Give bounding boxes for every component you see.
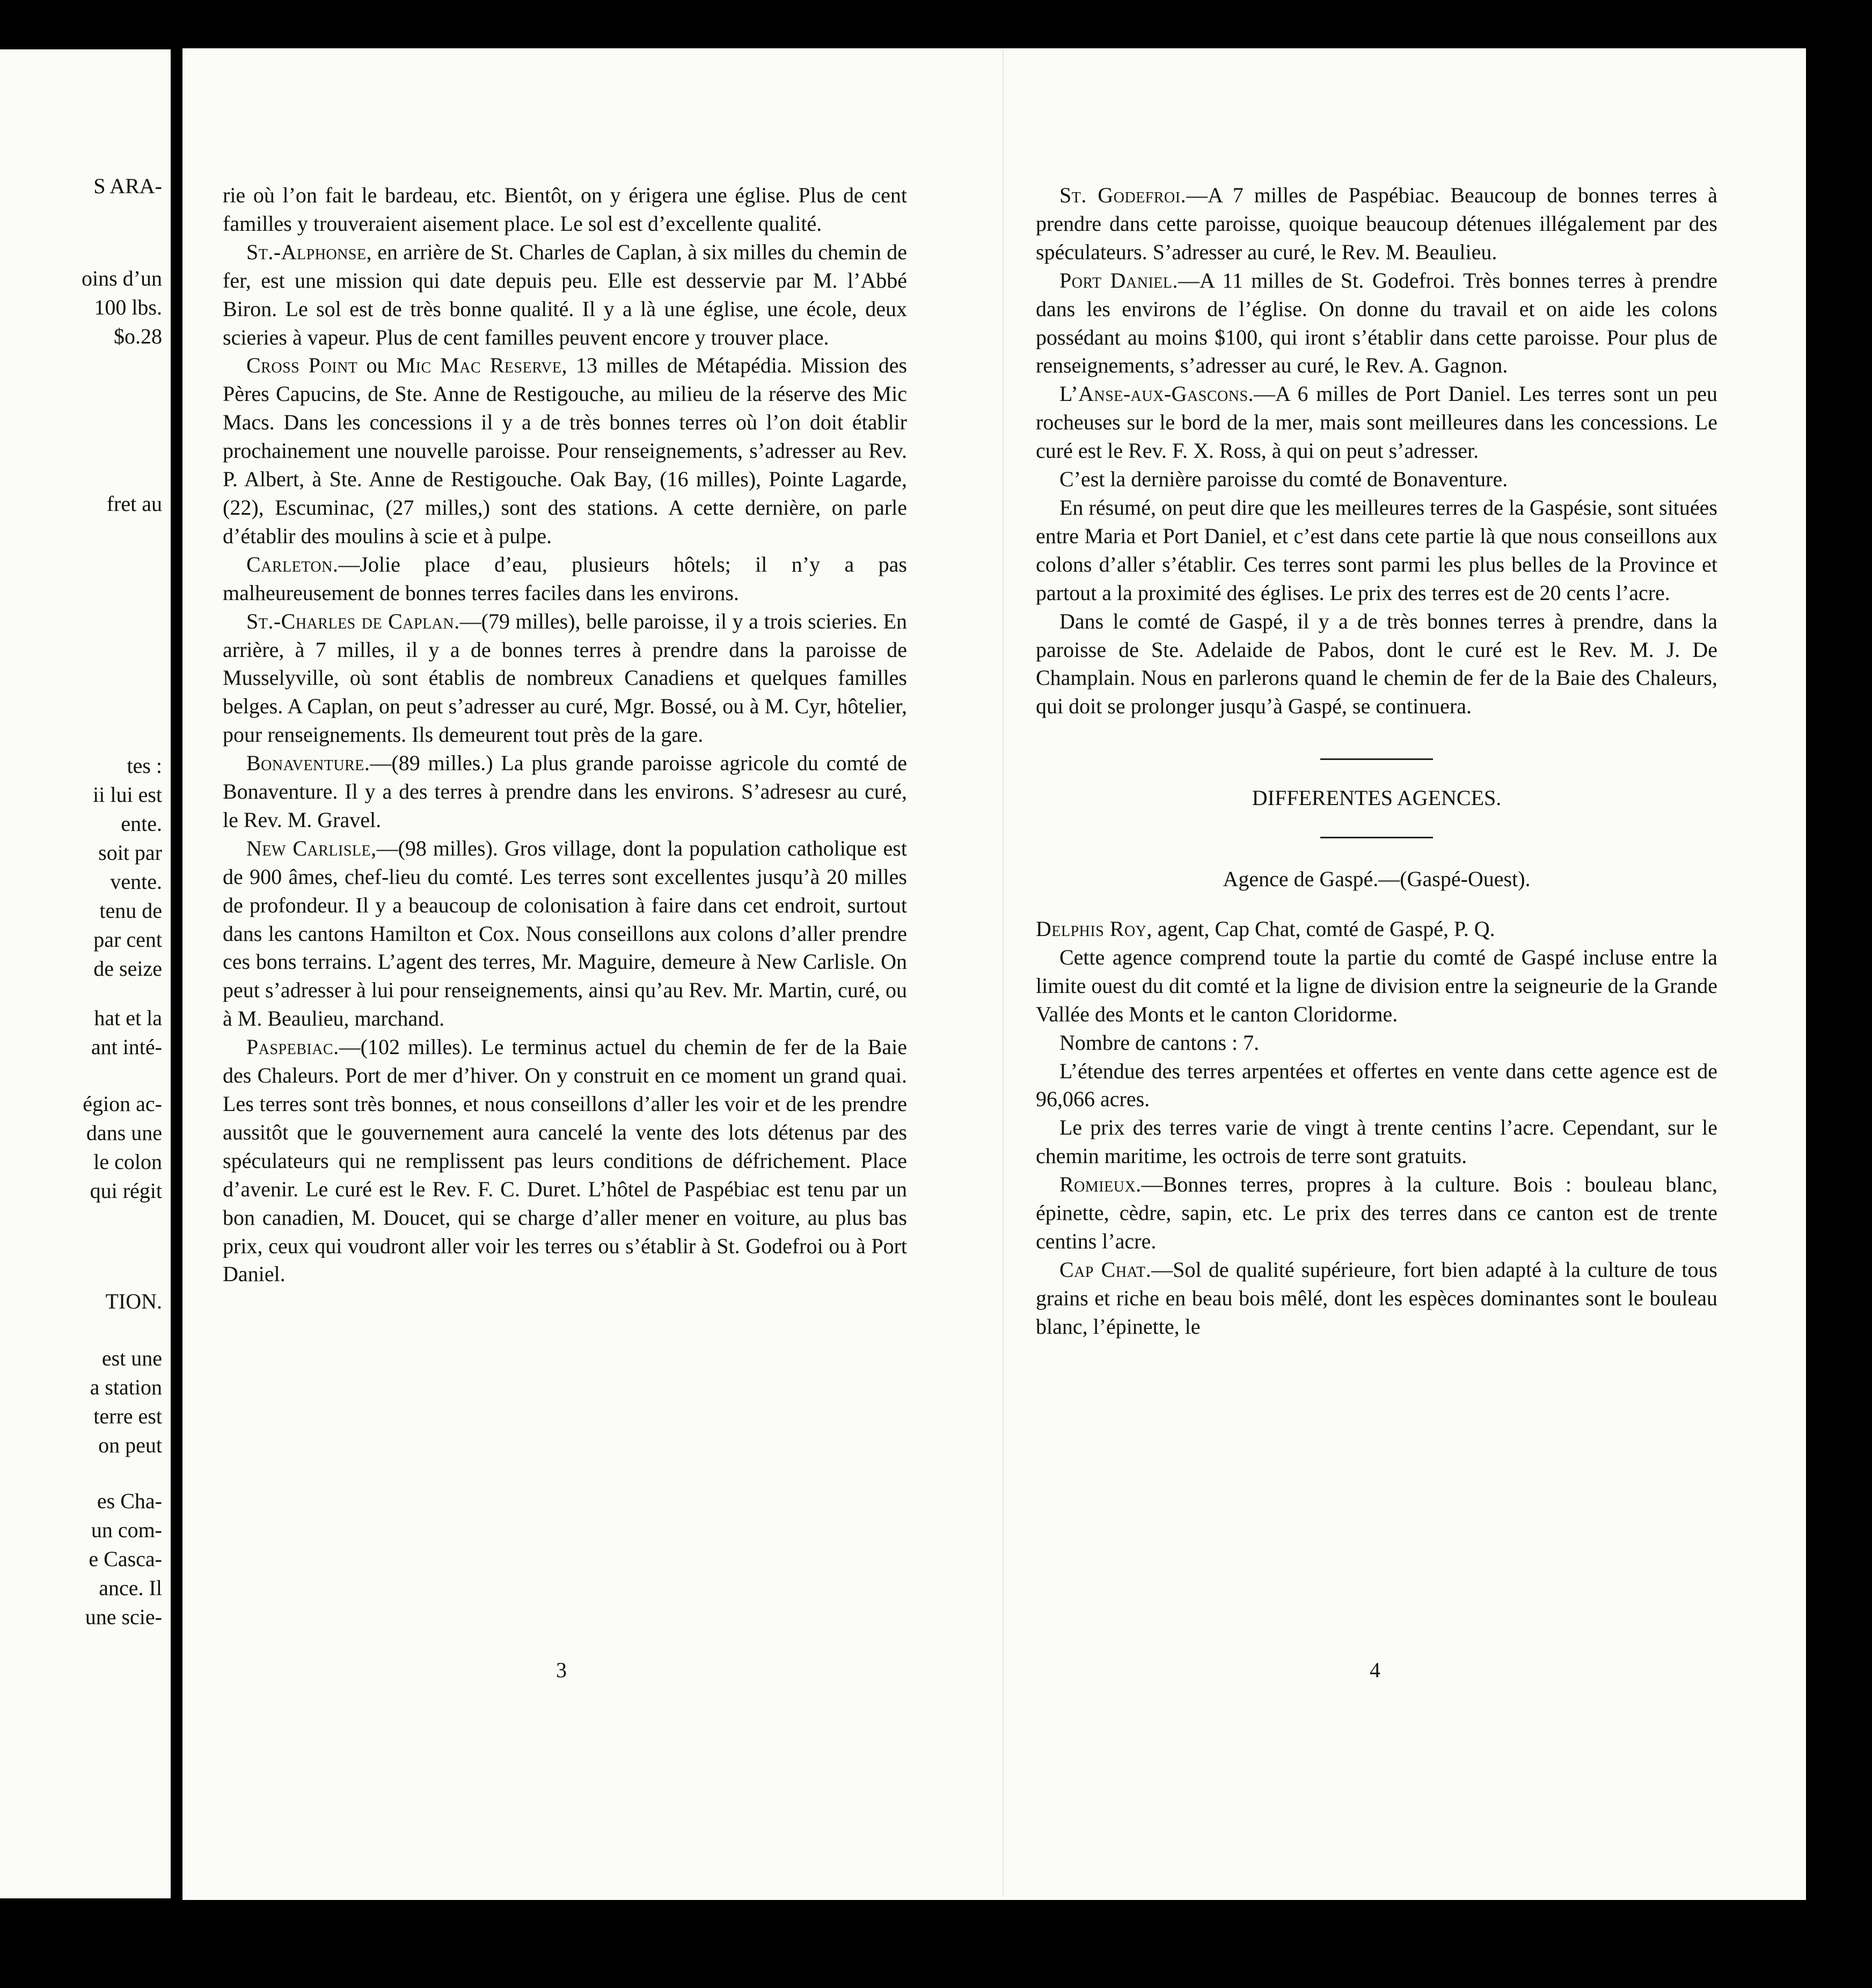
paragraph-bonaventure [223, 749, 907, 835]
strip-line: qui régit [90, 1179, 162, 1203]
paragraph-text: —Jolie place d’eau, plusieurs hôtels; il n’y a pas malheureusement de bonnes terres faciles dans les environs. [223, 552, 907, 605]
paragraph-text: —A 11 milles de St. Godefroi. Très bonnes terres à prendre dans les environs de l’église. On donne du travail et on aide les colons possédant au moins $100, qui iront s’établir dans cette paroisse. Pour plus de renseignements, s’adresser au curé, le Rev. A. Gagnon. [1036, 268, 1717, 378]
place-heading: Cap Chat. [1059, 1257, 1152, 1282]
paragraph-text: —(102 milles). Le terminus actuel du chemin de fer de la Baie des Chaleurs. Port de mer d’hiver. On y construit en ce moment un grand quai. Les terres sont très bonnes, et nous conseillons d’aller les voir et de les prendre aussitôt que le gouvernement aura cancelé la vente des lots détenus par des spéculateurs qui ne remplissent pas leurs conditions de défrichement. Place d’avenir. Le curé est le Rev. F. C. Duret. L’hôtel de Paspébiac est tenu par un bon canadien, M. Doucet, qui se charge d’aller mener en voiture, au plus bas prix, ceux qui voudront aller voir les terres ou s’établir à St. Godefroi ou à Port Daniel. [223, 1035, 907, 1287]
place-heading: L’Anse-aux-Gascons. [1059, 382, 1254, 406]
paragraph: Cette agence comprend toute la partie du comté de Gaspé incluse entre la limite ouest du dit comté et la ligne de division entre la seigneurie de la Grande Vallée des Monts et le canton Cloridorme. [1036, 945, 1717, 1026]
agent-name: Delphis Roy, [1036, 917, 1152, 941]
paragraph-cross-point [223, 352, 907, 550]
place-heading: Carleton. [246, 552, 339, 576]
place-heading: Mic Mac Reserve, [396, 353, 567, 378]
paragraph-port-daniel [1036, 267, 1717, 381]
paragraph-new-carlisle [223, 835, 907, 1033]
paragraph-romieux [1036, 1171, 1717, 1256]
paragraph: Nombre de cantons : 7. [1059, 1030, 1260, 1055]
place-heading: Cross Point [246, 353, 358, 378]
paragraph-text: —Sol de qualité supérieure, fort bien adapté à la culture de tous grains et riche en beau bois mêlé, dont les espèces dominantes sont le bouleau blanc, l’épinette, le [1036, 1257, 1717, 1339]
paragraph: rie où l’on fait le bardeau, etc. Bientôt, on y érigera une église. Plus de cent familles y trouveraient aisement place. Le sol est d’excellente qualité. [223, 183, 907, 236]
strip-line: vente. [110, 869, 162, 894]
paragraph-text: —(89 milles.) La plus grande paroisse agricole du comté de Bonaventure. Il y a des terres à prendre dans les environs. S’adresesr au curé, le Rev. M. Gravel. [223, 751, 907, 832]
paragraph-text: agent, Cap Chat, comté de Gaspé, P. Q. [1152, 917, 1495, 941]
place-heading: Bonaventure. [246, 751, 370, 776]
paragraph-text: —(79 milles), belle paroisse, il y a trois scieries. En arrière, à 7 milles, il y a de bonnes terres à prendre dans la paroisse de Musselyville, où sont établis de nombreux Canadiens et quelques familles belges. A Caplan, on peut s’adresser au curé, Mgr. Bossé, ou à M. Cyr, hôtelier, pour renseignements. Ils demeurent tout près de la gare. [223, 609, 907, 747]
paragraph-text: en arrière de St. Charles de Caplan, à six milles du chemin de fer, est une mission qui date depuis peu. Elle est desservie par M. l’Abbé Biron. Le sol est de très bonne qualité. Il y a là une église, une école, deux scieries à vapeur. Plus de cent familles peuvent encore y trouver place. [223, 239, 907, 349]
strip-line: ant inté- [91, 1035, 162, 1059]
strip-line: S ARA- [93, 174, 162, 198]
strip-line: e Casca- [89, 1547, 162, 1571]
paragraph: Le prix des terres varie de vingt à trente centins l’acre. Cependant, sur le chemin maritime, les octrois de terre sont gratuits. [1036, 1115, 1717, 1168]
page-3-column [223, 181, 907, 1289]
agent-line [1036, 915, 1717, 944]
page-number-4: 4 [1370, 1658, 1380, 1682]
paragraph-paspebiac [223, 1033, 907, 1289]
strip-line: terre est [93, 1404, 162, 1428]
strip-line: tenu de [99, 898, 162, 923]
section-title: DIFFERENTES AGENCES. [1252, 786, 1502, 810]
place-heading: St. Godefroi. [1059, 183, 1187, 207]
place-heading: St.-Charles de Caplan. [246, 609, 460, 633]
strip-line: hat et la [94, 1006, 162, 1030]
strip-line: ance. Il [99, 1576, 162, 1600]
place-heading: Romieux. [1059, 1172, 1142, 1197]
strip-line: $o.28 [114, 324, 162, 348]
paragraph-text: —Bonnes terres, propres à la culture. Bois : bouleau blanc, épinette, cèdre, sapin, etc. Le prix des terres dans ce canton est de trente centins l’acre. [1036, 1172, 1717, 1253]
paragraph-cap-chat [1036, 1256, 1717, 1341]
place-heading: Paspebiac. [246, 1035, 339, 1059]
strip-line: de seize [93, 956, 162, 981]
paragraph-st-alphonse [223, 238, 907, 352]
paragraph-carleton [223, 551, 907, 608]
paragraph: C’est la dernière paroisse du comté de Bonaventure. [1059, 467, 1508, 492]
strip-line: oins d’un [82, 266, 162, 290]
page-number-3: 3 [556, 1658, 567, 1682]
strip-line: ii lui est [93, 783, 162, 807]
place-heading: New Carlisle, [246, 836, 377, 860]
agency-title: Agence de Gaspé.—(Gaspé-Ouest). [1223, 867, 1531, 891]
strip-line: a station [90, 1375, 162, 1399]
strip-line: on peut [98, 1433, 162, 1457]
paragraph-text: ou [357, 353, 397, 378]
strip-line: ente. [121, 812, 162, 836]
strip-line: par cent [93, 927, 162, 952]
strip-line: soit par [98, 840, 162, 865]
paragraph-st-godefroi [1036, 181, 1717, 267]
paragraph-st-charles [223, 608, 907, 750]
paragraph-text: —A 7 milles de Paspébiac. Beaucoup de bonnes terres à prendre dans cette paroisse, quoique beaucoup détenues illégalement par des spéculateurs. S’adresser au curé, le Rev. M. Beaulieu. [1036, 183, 1717, 264]
page-4-column [1036, 181, 1717, 1341]
strip-line: 100 lbs. [94, 295, 162, 319]
strip-line: es Cha- [97, 1489, 162, 1513]
strip-line: tes : [127, 754, 162, 778]
page-gutter [1003, 49, 1004, 1896]
strip-line: est une [101, 1346, 162, 1370]
strip-line: un com- [91, 1518, 162, 1542]
strip-line: TION. [105, 1289, 162, 1313]
strip-line: fret au [106, 492, 162, 516]
strip-line: une scie- [85, 1605, 162, 1629]
strip-line: le colon [93, 1150, 162, 1174]
paragraph-text: —(98 milles). Gros village, dont la population catholique est de 900 âmes, chef-lieu du comté. Les terres sont excellentes jusqu’à 20 milles de profondeur. Il y a beaucoup de colonisation à faire dans cet endroit, surtout dans les cantons Hamilton et Cox. Nous conseillons aux colons d’aller prendre ces bons terrains. L’agent des terres, Mr. Maguire, demeure à New Carlisle. On peut s’adresser à lui pour renseignements, ainsi qu’au Rev. Mr. Martin, curé, ou à M. Beaulieu, marchand. [223, 836, 907, 1031]
place-heading: St.-Alphonse, [246, 239, 372, 264]
paragraph-summary: En résumé, on peut dire que les meilleures terres de la Gaspésie, sont situées entre Maria et Port Daniel, et c’est dans cete partie là que nous conseillons aux colons d’aller s’établir. Ces terres sont parmi les plus belles de la Province et partout a la proximité des églises. Le prix des terres est de 20 cents l’acre. [1036, 495, 1717, 605]
paragraph-gaspe: Dans le comté de Gaspé, il y a de très bonnes terres à prendre, dans la paroisse de Ste. Adelaide de Pabos, dont le curé est le Rev. M. J. De Champlain. Nous en parlerons quand le chemin de fer de la Baie des Chaleurs, qui doit se prolonger jusqu’à Gaspé, se continuera. [1036, 609, 1717, 719]
place-heading: Port Daniel. [1059, 268, 1178, 293]
strip-line: égion ac- [83, 1092, 162, 1116]
strip-line: dans une [86, 1121, 162, 1145]
paragraph-text: 13 milles de Métapédia. Mission des Pères Capucins, de Ste. Anne de Restigouche, au milieu de la réserve des Mic Macs. Dans les concessions il y a de très bonnes terres où l’on doit établir prochainement une nouvelle paroisse. Pour renseignements, s’adresser au Rev. P. Albert, à Ste. Anne de Restigouche. Oak Bay, (16 milles), Pointe Lagarde, (22), Escuminac, (27 milles,) sont des stations. A cette dernière, on parle d’établir des moulins à scie et à pulpe. [223, 353, 908, 548]
paragraph-text: —A 6 milles de Port Daniel. Les terres sont un peu rocheuses sur le bord de la mer, mais sont meilleures dans les concessions. Le curé est le Rev. F. X. Ross, à qui on peut s’adresser. [1036, 382, 1717, 463]
paragraph: L’étendue des terres arpentées et offertes en vente dans cette agence est de 96,066 acres. [1036, 1058, 1717, 1112]
paragraph-anse-aux-gascons [1036, 380, 1717, 465]
